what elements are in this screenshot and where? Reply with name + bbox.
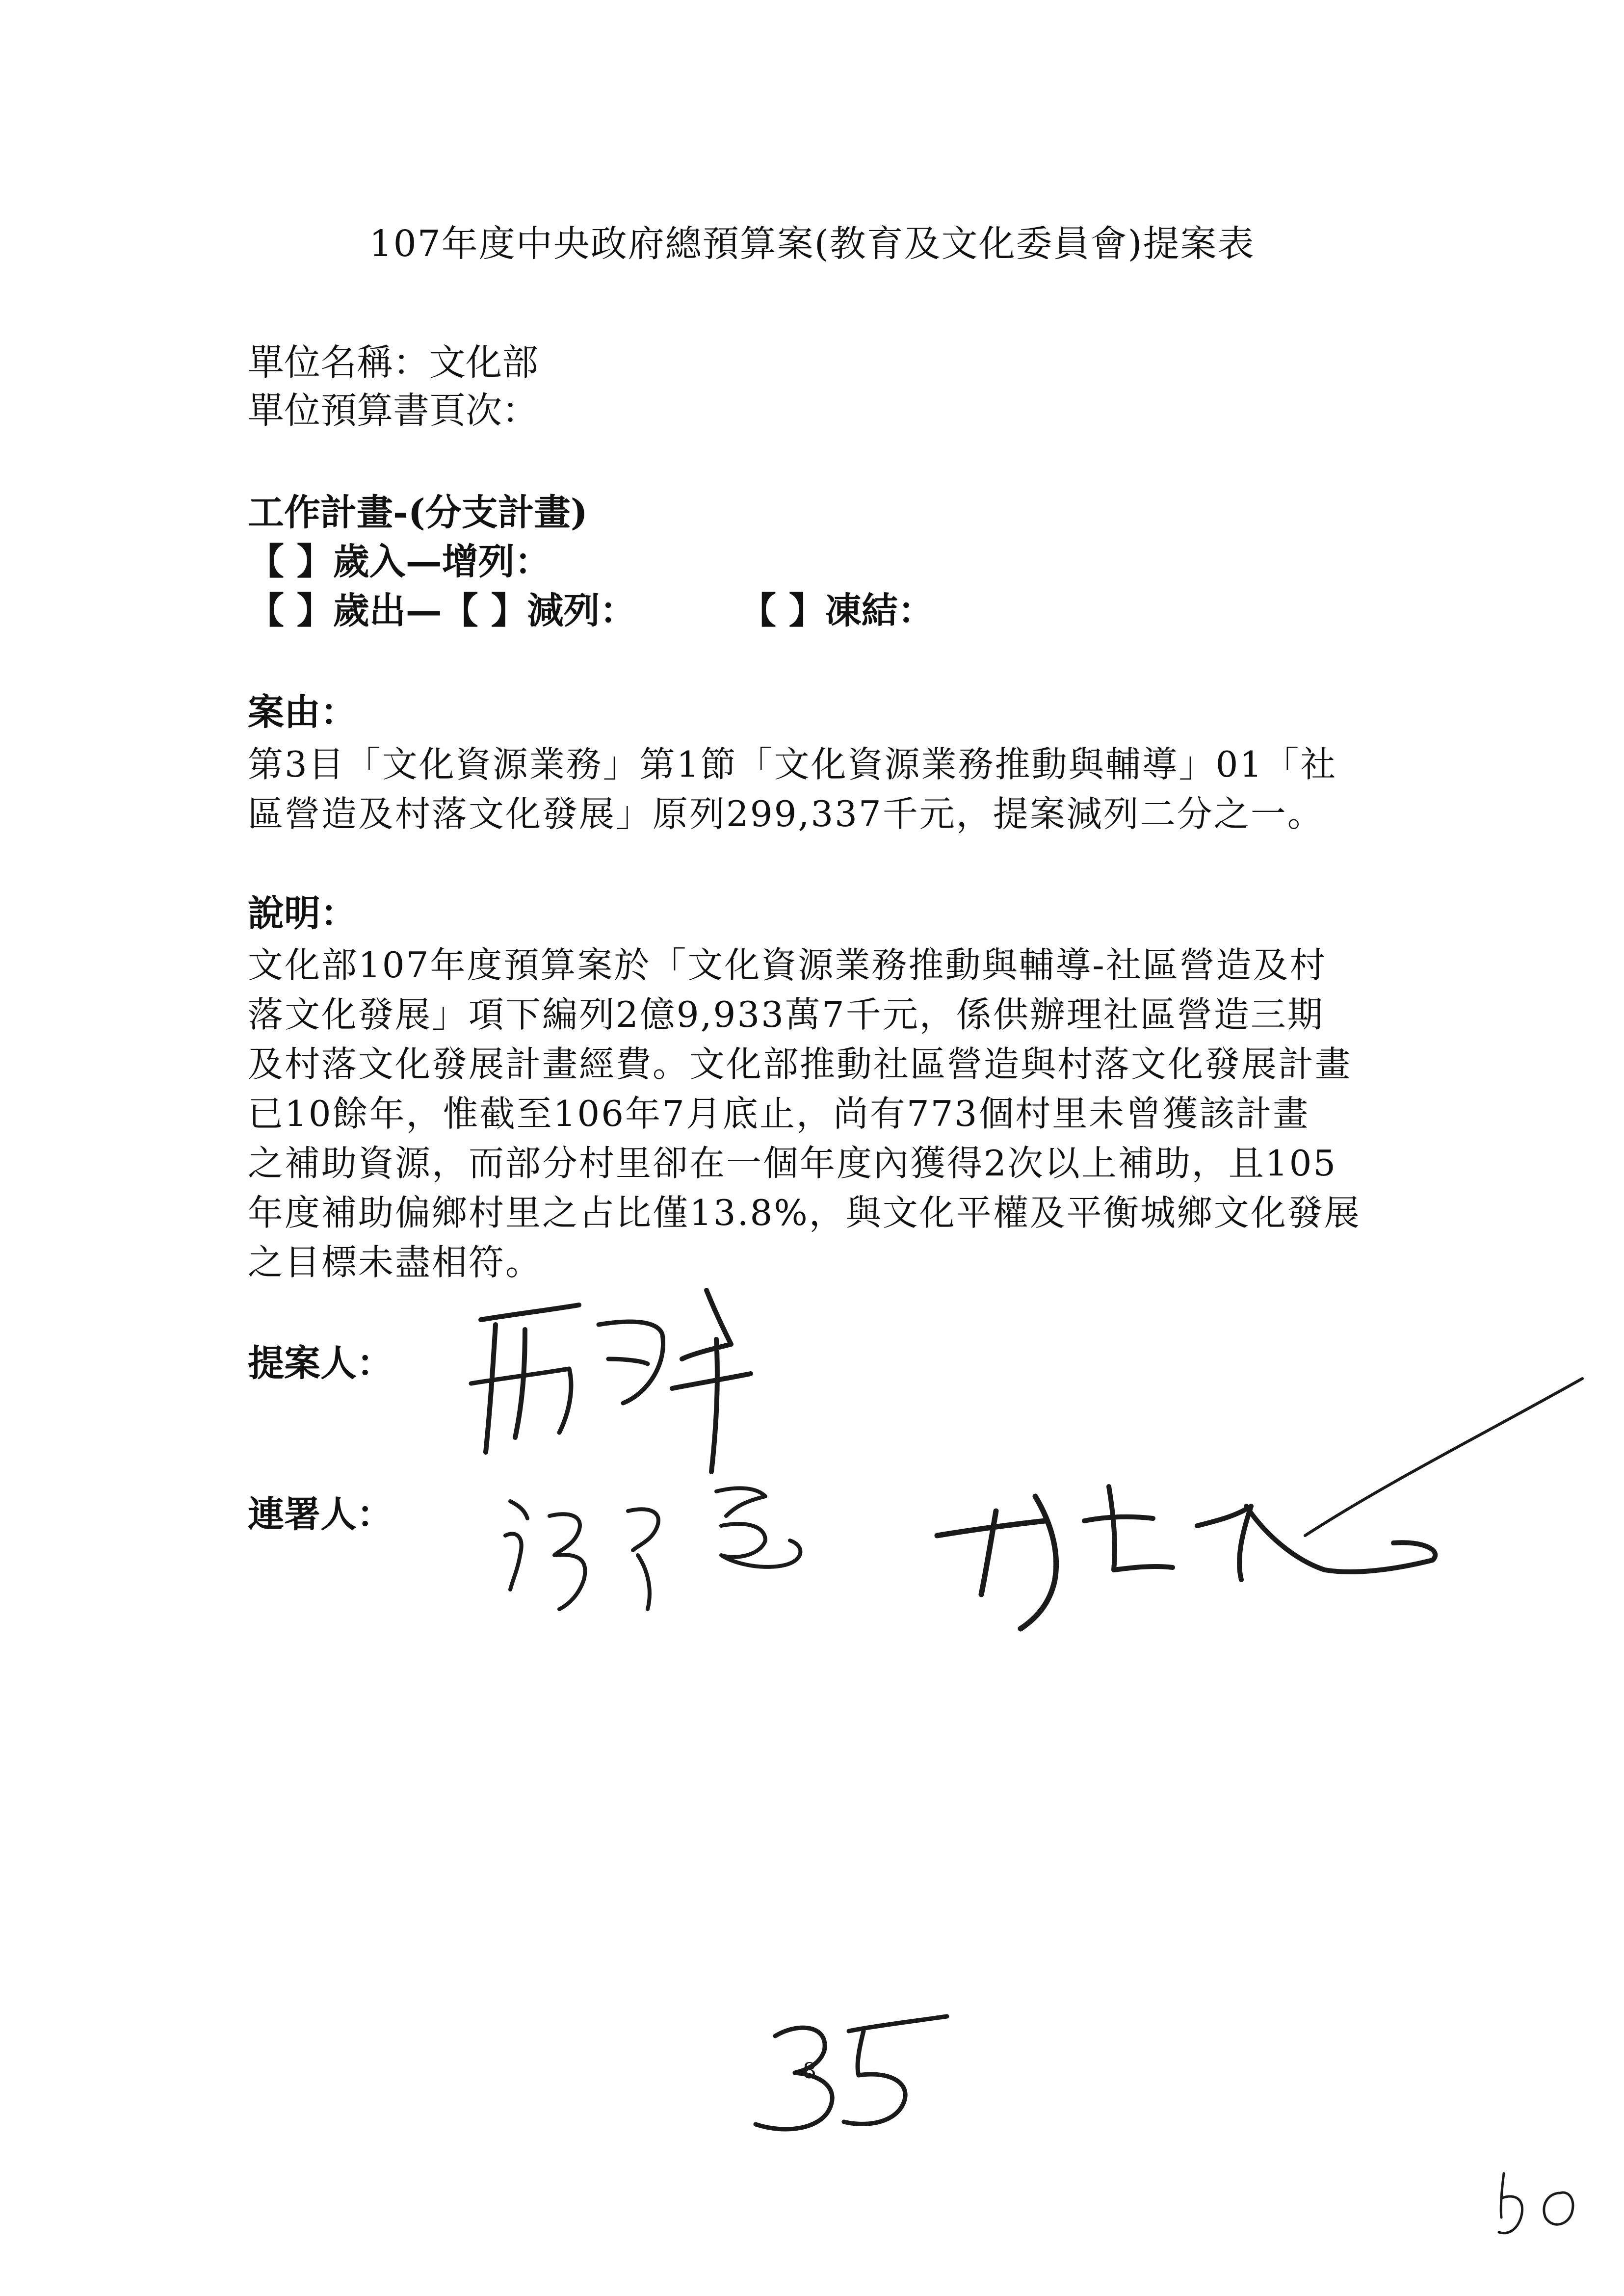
cosigner-label: 連署人： [248, 1493, 393, 1536]
explain-line-6: 年度補助偏鄉村里之占比僅13.8%，與文化平權及平衡城鄉文化發展 [248, 1192, 1361, 1233]
revenue-increase: 【 】歲入—增列： [248, 541, 551, 583]
document-title: 107年度中央政府總預算案(教育及文化委員會)提案表 [369, 223, 1255, 265]
explain-line-5: 之補助資源，而部分村里卻在一個年度內獲得2次以上補助，且105 [248, 1143, 1337, 1184]
signature-proposer [451, 1276, 795, 1482]
explain-line-1: 文化部107年度預算案於「文化資源業務推動與輔導-社區營造及村 [248, 944, 1327, 986]
reason-heading: 案由： [248, 691, 357, 733]
explain-line-3: 及村落文化發展計畫經費。文化部推動社區營造與村落文化發展計畫 [248, 1044, 1352, 1085]
unit-name: 單位名稱：文化部 [248, 341, 538, 384]
explain-heading: 說明： [248, 892, 357, 935]
work-program: 工作計畫-(分支計畫) [248, 492, 588, 534]
freeze: 【 】凍結： [740, 590, 934, 632]
signature-cosigner-1 [491, 1472, 844, 1619]
handwritten-corner-number [1492, 2164, 1590, 2242]
proposer-label: 提案人： [248, 1342, 393, 1384]
handwritten-page-number [746, 2002, 952, 2139]
page-number: 8 [803, 2059, 816, 2084]
explain-line-2: 落文化發展」項下編列2億9,933萬7千元，係供辦理社區營造三期 [248, 994, 1324, 1035]
reason-line-2: 區營造及村落文化發展」原列299,337千元，提案減列二分之一。 [248, 793, 1324, 835]
explain-line-7: 之目標未盡相符。 [248, 1242, 543, 1283]
expense-decrease: 【 】歲出—【 】減列： [248, 590, 636, 632]
reason-line-1: 第3目「文化資源業務」第1節「文化資源業務推動與輔導」01「社 [248, 744, 1337, 785]
explain-line-4: 已10餘年，惟截至106年7月底止，尚有773個村里未曾獲該計畫 [248, 1093, 1310, 1134]
signature-cosigner-2 [922, 1374, 1599, 1648]
unit-budget-pages: 單位預算書頁次： [248, 390, 538, 432]
